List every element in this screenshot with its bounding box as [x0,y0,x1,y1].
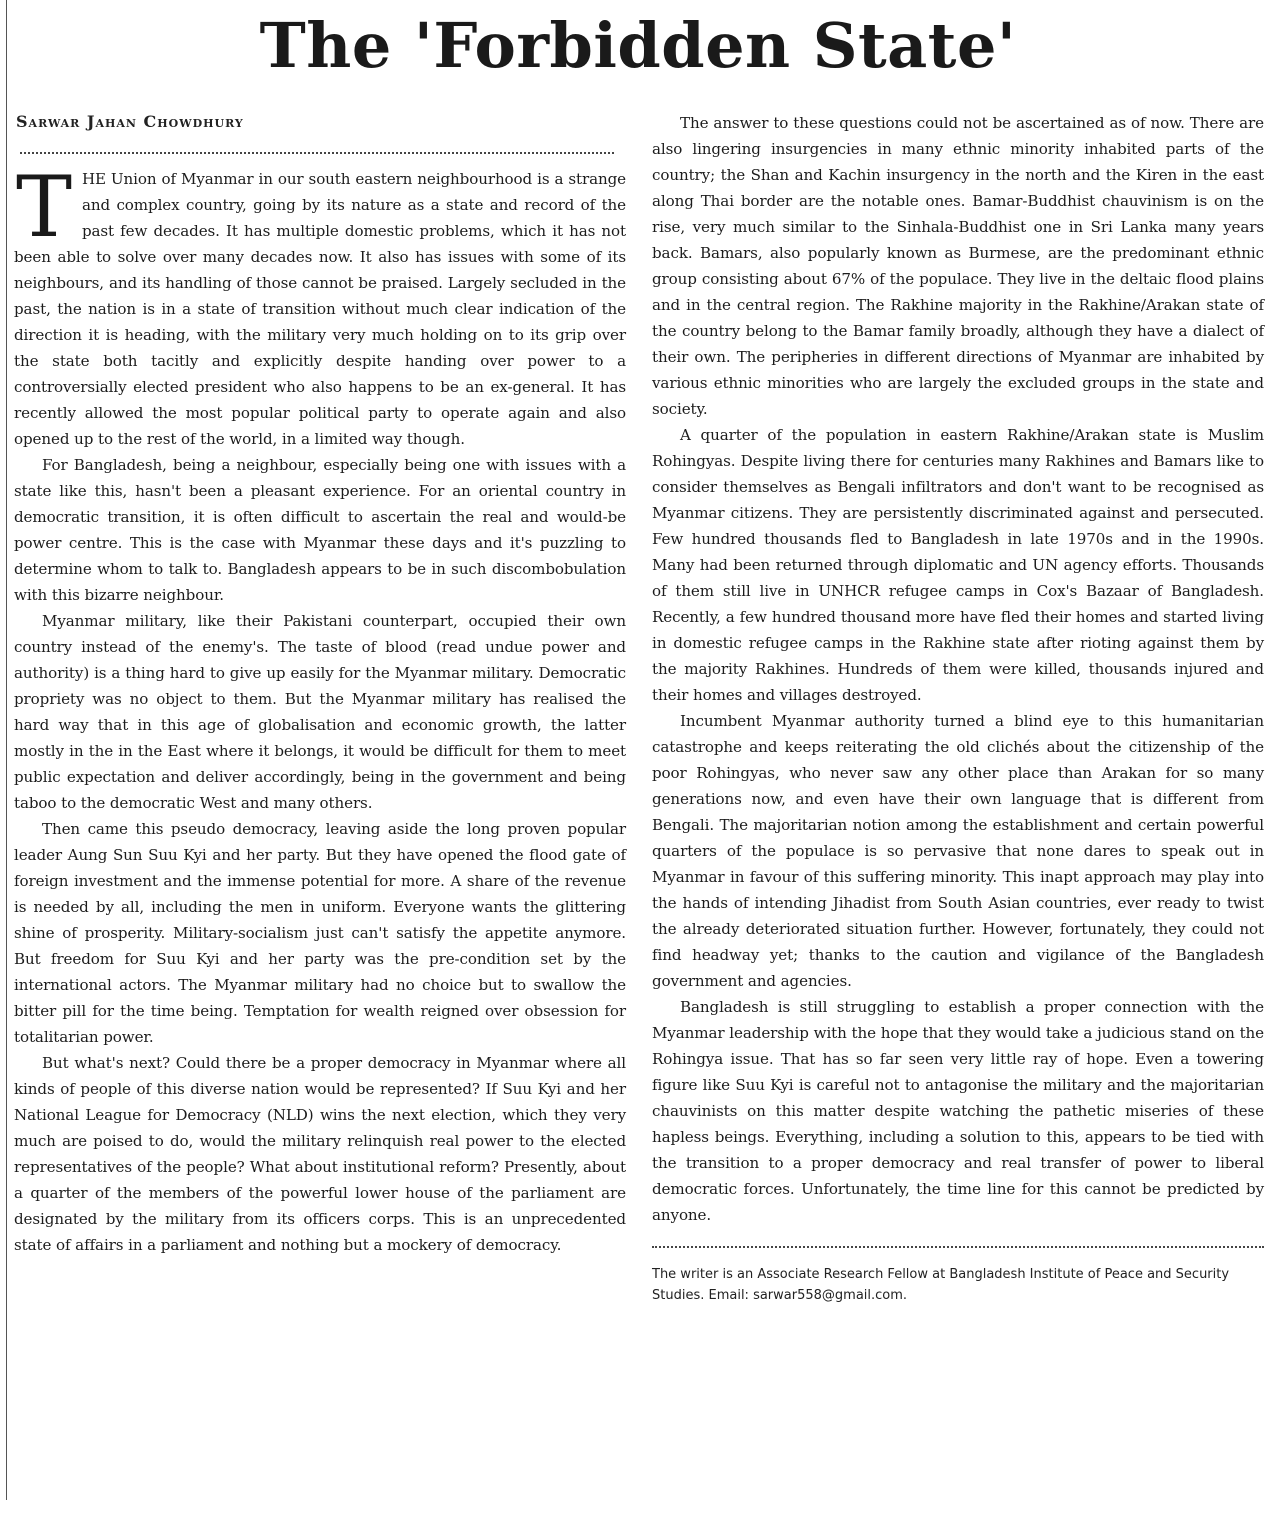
paragraph-6: The answer to these questions could not be ascertained as of now. There are also lingering insurgencies in many ethnic minority inhabited parts of the country; the Shan and Kachin insurgency in the north and the Kiren in the east along Thai border are the notable ones. Bamar-Buddhist chauvinism is on the rise, very much similar to the Sinhala-Buddhist one in Sri Lanka many years back. Bamars, also popularly known as Burmese, are the predominant ethnic group consisting about 67% of the populace. They live in the deltaic flood plains and in the central region. The Rakhine majority in the Rakhine/Arakan state of the country belong to the Bamar family broadly, although they have a dialect of their own. The peripheries in different directions of Myanmar are inhabited by various ethnic minorities who are largely the excluded groups in the state and society. [652,114,1264,418]
column-rule [6,0,7,1500]
paragraph-3: Myanmar military, like their Pakistani counterpart, occupied their own country instead of the enemy's. The taste of blood (read undue power and authority) is a thing hard to give up easily for the Myanmar military. Democratic propriety was no object to them. But the Myanmar military has realised the hard way that in this age of globalisation and economic growth, the latter mostly in the in the East where it belongs, it would be difficult for them to meet public expectation and deliver accordingly, being in the government and being taboo to the democratic West and many others. [14,612,626,812]
right-column [652,110,1264,1306]
byline-divider [20,152,614,154]
article-title: The 'Forbidden State' [259,9,1017,82]
paragraph-8: Incumbent Myanmar authority turned a blind eye to this humanitarian catastrophe and keeps reiterating the old clichés about the citizenship of the poor Rohingyas, who never saw any other place than Arakan for so many generations now, and even have their own language that is different from Bengali. The majoritarian notion among the establishment and certain powerful quarters of the populace is so pervasive that none dares to speak out in Myanmar in favour of this suffering minority. This inapt approach may play into the hands of intending Jihadist from South Asian countries, ever ready to twist the already deteriorated situation further. However, fortunately, they could not find headway yet; thanks to the caution and vigilance of the Bangladesh government and agencies. [652,712,1264,990]
author-footnote: The writer is an Associate Research Fellow at Bangladesh Institute of Peace and Security Studies. Email: sarwar558@gmail.com. [652,1267,1230,1303]
drop-cap: T [16,158,72,256]
paragraph-5: But what's next? Could there be a proper democracy in Myanmar where all kinds of people of this diverse nation would be represented? If Suu Kyi and her National League for Democracy (NLD) wins the next election, which they very much are poised to do, would the military relinquish real power to the elected representatives of the people? What about institutional reform? Presently, about a quarter of the members of the powerful lower house of the parliament are designated by the military from its officers corps. This is an unprecedented state of affairs in a parliament and nothing but a mockery of democracy. [14,1054,626,1254]
paragraph-2: For Bangladesh, being a neighbour, especially being one with issues with a state like this, hasn't been a pleasant experience. For an oriental country in democratic transition, it is often difficult to ascertain the real and would-be power centre. This is the case with Myanmar these days and it's puzzling to determine whom to talk to. Bangladesh appears to be in such discombobulation with this bizarre neighbour. [14,456,626,604]
paragraph-4: Then came this pseudo democracy, leaving aside the long proven popular leader Aung Sun Suu Kyi and her party. But they have opened the flood gate of foreign investment and the immense potential for more. A share of the revenue is needed by all, including the men in uniform. Everyone wants the glittering shine of prosperity. Military-socialism just can't satisfy the appetite anymore. But freedom for Suu Kyi and her party was the pre-condition set by the international actors. The Myanmar military had no choice but to swallow the bitter pill for the time being. Temptation for wealth reigned over obsession for totalitarian power. [14,820,626,1046]
paragraph-1 [14,158,626,452]
author-byline: Sarwar Jahan Chowdhury [16,112,244,131]
paragraph-7: A quarter of the population in eastern Rakhine/Arakan state is Muslim Rohingyas. Despite living there for centuries many Rakhines and Bamars like to consider themselves as Bengali infiltrators and don't want to be recognised as Myanmar citizens. They are persistently discriminated against and persecuted. Few hundred thousands fled to Bangladesh in late 1970s and in the 1990s. Many had been returned through diplomatic and UN agency efforts. Thousands of them still live in UNHCR refugee camps in Cox's Bazaar of Bangladesh. Recently, a few hundred thousand more have fled their homes and started living in domestic refugee camps in the Rakhine state after rioting against them by the majority Rakhines. Hundreds of them were killed, thousands injured and their homes and villages destroyed. [652,426,1264,704]
left-column [14,110,626,1258]
footnote-divider [652,1246,1264,1248]
paragraph-1-text: HE Union of Myanmar in our south eastern neighbourhood is a strange and complex country, going by its nature as a state and record of the past few decades. It has multiple domestic problems, which it has not been able to solve over many decades now. It also has issues with some of its neighbours, and its handling of those cannot be praised. Largely secluded in the past, the nation is in a state of transition without much clear indication of the direction it is heading, with the military very much holding on to its grip over the state both tacitly and explicitly despite handing over power to a controversially elected president who also happens to be an ex-general. It has recently allowed the most popular political party to operate again and also opened up to the rest of the world, in a limited way though. [14,170,626,448]
paragraph-9: Bangladesh is still struggling to establish a proper connection with the Myanmar leadership with the hope that they would take a judicious stand on the Rohingya issue. That has so far seen very little ray of hope. Even a towering figure like Suu Kyi is careful not to antagonise the military and the majoritarian chauvinists on this matter despite watching the pathetic miseries of these hapless beings. Everything, including a solution to this, appears to be tied with the transition to a proper democracy and real transfer of power to liberal democratic forces. Unfortunately, the time line for this cannot be predicted by anyone. [652,998,1264,1224]
